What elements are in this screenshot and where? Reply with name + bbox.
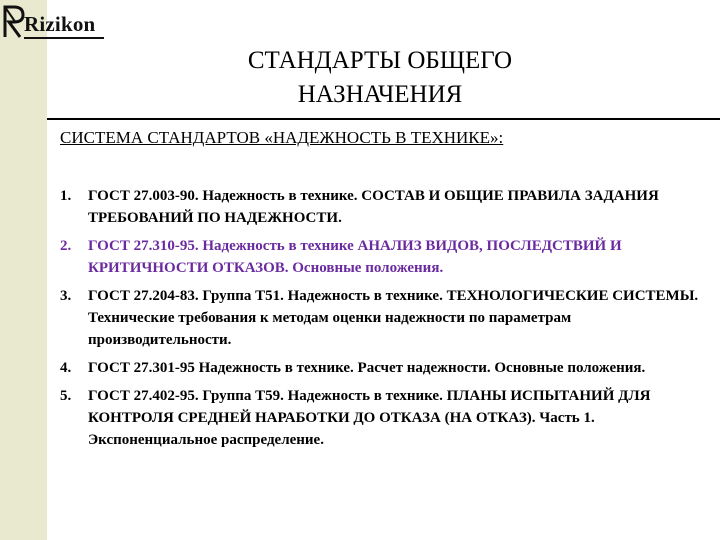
left-decorative-band	[0, 0, 47, 540]
rizikon-logo	[0, 0, 110, 44]
item-number: 4.	[60, 360, 72, 376]
item-text: ГОСТ 27.402-95. Группа Т59. Надежность в технике. ПЛАНЫ ИСПЫТАНИЙ ДЛЯ КОНТРОЛЯ СРЕДНЕЙ НАРАБОТКИ ДО ОТКАЗА (НА ОТКАЗ). Часть 1. Экспоненциальное распределение.	[88, 388, 651, 448]
item-text: ГОСТ 27.003-90. Надежность в технике. СОСТАВ И ОБЩИЕ ПРАВИЛА ЗАДАНИЯ ТРЕБОВАНИЙ ПО НАДЕЖНОСТИ.	[88, 188, 659, 226]
title-line-2: НАЗНАЧЕНИЯ	[297, 81, 463, 108]
logo-underline	[24, 37, 104, 39]
item-text: ГОСТ 27.204-83. Группа Т51. Надежность в технике. ТЕХНОЛОГИЧЕСКИЕ СИСТЕМЫ. Технические требования к методам оценки надежности по параметрам производительности.	[88, 288, 699, 348]
section-subtitle: СИСТЕМА СТАНДАРТОВ «НАДЕЖНОСТЬ В ТЕХНИКЕ»:	[60, 128, 504, 147]
item-number: 5.	[60, 388, 72, 404]
list-item	[60, 385, 710, 451]
logo-mark-icon	[2, 3, 26, 39]
list-item	[60, 235, 710, 279]
item-number: 1.	[60, 188, 72, 204]
item-number: 2.	[60, 238, 72, 254]
standards-list	[60, 185, 710, 457]
title-line-1: СТАНДАРТЫ ОБЩЕГО	[247, 47, 513, 74]
title-divider	[47, 118, 720, 120]
item-number: 3.	[60, 288, 72, 304]
list-item	[60, 357, 710, 379]
logo-text: Rizikon	[24, 12, 96, 36]
list-item	[60, 185, 710, 229]
item-text: ГОСТ 27.301-95 Надежность в технике. Расчет надежности. Основные положения.	[88, 360, 646, 376]
list-item	[60, 285, 710, 351]
item-text: ГОСТ 27.310-95. Надежность в технике АНАЛИЗ ВИДОВ, ПОСЛЕДСТВИЙ И КРИТИЧНОСТИ ОТКАЗОВ. Основные положения.	[88, 238, 622, 276]
page-title	[160, 44, 600, 112]
